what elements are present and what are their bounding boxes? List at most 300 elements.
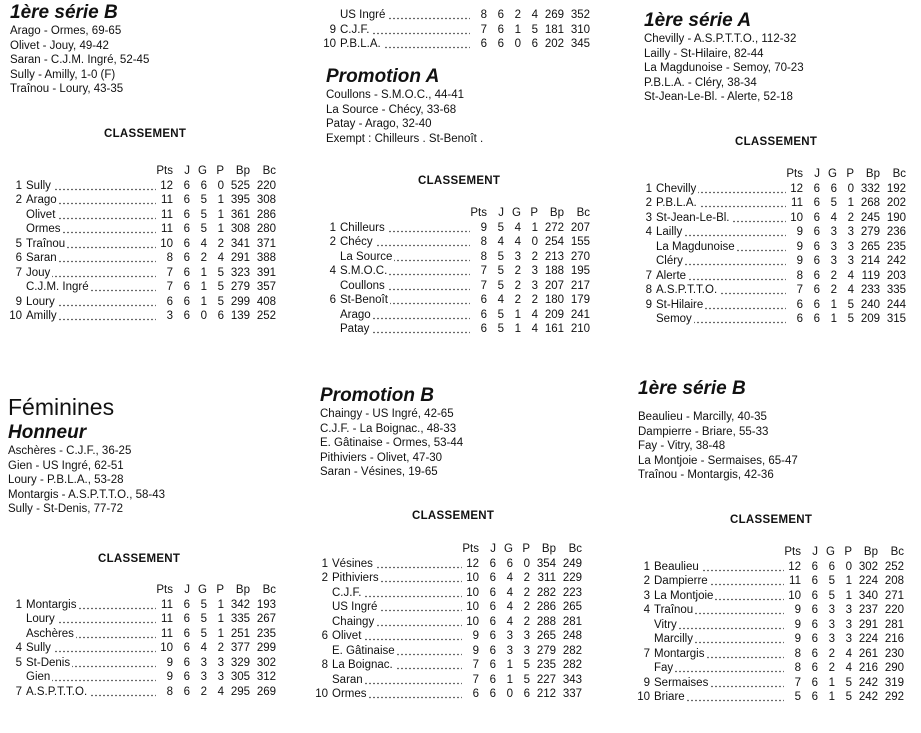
column-header: Bc xyxy=(890,546,904,558)
result-line: Beaulieu - Marcilly, 40-35 xyxy=(638,411,767,423)
stat-p-cell: 4 xyxy=(531,9,538,21)
stat-p-cell: 4 xyxy=(217,252,224,264)
stat-p-cell: 6 xyxy=(531,38,538,50)
team-name: Chilleurs xyxy=(340,221,385,234)
stat-g-cell: 5 xyxy=(828,575,835,587)
standings-row xyxy=(638,283,906,298)
standings-table xyxy=(314,542,582,702)
stat-bp-cell: 139 xyxy=(230,310,250,322)
stat-g-cell: 4 xyxy=(506,572,513,584)
stat-g-cell: 4 xyxy=(506,586,513,599)
rank-cell: 2 xyxy=(645,197,652,209)
column-header: G xyxy=(512,207,521,219)
stat-j-cell: 6 xyxy=(183,598,190,611)
standings-row xyxy=(8,251,276,266)
column-header: G xyxy=(504,543,513,555)
stat-pts-cell: 9 xyxy=(472,644,479,657)
stat-pts-cell: 8 xyxy=(166,252,173,264)
stat-g-cell: 3 xyxy=(506,644,513,657)
rank-cell: 7 xyxy=(643,647,650,660)
stat-j-cell: 6 xyxy=(497,23,504,36)
stat-p-cell: 5 xyxy=(845,676,852,689)
column-header: G xyxy=(826,546,835,558)
stat-g-cell: 6 xyxy=(506,557,513,570)
stat-bp-cell: 282 xyxy=(536,586,556,599)
stat-j-cell: 6 xyxy=(183,194,190,206)
team-cell xyxy=(654,632,784,647)
result-line: Aschères - C.J.F., 36-25 xyxy=(8,445,132,457)
rank-cell: 4 xyxy=(645,226,652,238)
stat-g-cell: 2 xyxy=(514,9,521,21)
stat-p-cell: 2 xyxy=(523,586,530,599)
standings-row xyxy=(638,182,906,197)
team-name: E. Gâtinaise xyxy=(332,644,395,657)
standings-row xyxy=(8,685,276,700)
standings-row xyxy=(314,557,582,572)
stat-bc-cell: 203 xyxy=(886,269,906,282)
result-line: Dampierre - Briare, 55-33 xyxy=(638,425,769,438)
standings-row xyxy=(8,656,276,671)
results-list xyxy=(644,32,804,105)
standings-row xyxy=(314,687,582,702)
stat-pts-cell: 9 xyxy=(472,630,479,642)
column-header: P xyxy=(844,546,852,558)
result-line: Traînou - Loury, 43-35 xyxy=(10,83,124,95)
team-cell xyxy=(654,574,784,589)
stat-bp-cell: 265 xyxy=(536,630,556,642)
stat-pts-cell: 12 xyxy=(160,179,173,192)
standings-row xyxy=(322,250,590,265)
team-name: Traînou xyxy=(654,604,694,616)
standings-header-row xyxy=(8,583,276,598)
rank-cell: 3 xyxy=(643,589,650,602)
stat-bc-cell: 236 xyxy=(886,226,906,238)
rank-cell xyxy=(314,586,332,601)
stat-bp-cell: 341 xyxy=(230,237,250,250)
header-spacer xyxy=(26,164,156,179)
stat-bc-cell: 281 xyxy=(884,618,904,631)
column-header: P xyxy=(530,207,538,219)
stat-bc-cell: 282 xyxy=(562,659,582,671)
column-header: Bp xyxy=(863,546,878,558)
stat-bc-cell: 252 xyxy=(884,560,904,573)
stat-g-cell: 4 xyxy=(200,237,207,250)
stat-bc-cell: 267 xyxy=(256,613,276,625)
team-cell xyxy=(656,254,786,269)
stat-bc-cell: 217 xyxy=(570,279,590,292)
team-name: La Magdunoise xyxy=(656,240,735,253)
team-cell xyxy=(656,283,786,298)
stat-p-cell: 5 xyxy=(847,313,854,325)
stat-bc-cell: 271 xyxy=(884,589,904,602)
stat-pts-cell: 9 xyxy=(796,255,803,267)
stat-pts-cell: 6 xyxy=(480,323,487,335)
stat-p-cell: 5 xyxy=(217,295,224,308)
stat-g-cell: 3 xyxy=(828,604,835,616)
rank-cell: 2 xyxy=(321,572,328,584)
stat-bp-cell: 268 xyxy=(860,197,880,209)
stat-pts-cell: 6 xyxy=(796,298,803,311)
rank-cell xyxy=(322,308,340,323)
stat-bp-cell: 161 xyxy=(544,323,564,335)
rank-cell: 9 xyxy=(329,23,336,36)
stat-g-cell: 2 xyxy=(514,279,521,292)
stat-p-cell: 1 xyxy=(217,223,224,235)
team-name: A.S.P.T.T.O. xyxy=(656,284,718,296)
rank-cell xyxy=(8,280,26,295)
stat-p-cell: 2 xyxy=(523,572,530,584)
standings-row xyxy=(638,312,906,327)
stat-pts-cell: 7 xyxy=(166,266,173,279)
team-cell xyxy=(26,193,156,208)
stat-bc-cell: 302 xyxy=(256,656,276,669)
stat-p-cell: 0 xyxy=(847,182,854,195)
stat-p-cell: 0 xyxy=(531,236,538,248)
rank-cell: 9 xyxy=(645,298,652,311)
stat-g-cell: 6 xyxy=(828,560,835,573)
stat-g-cell: 5 xyxy=(830,197,837,209)
team-name: Alerte xyxy=(656,269,687,282)
rank-cell xyxy=(8,208,26,223)
stat-bc-cell: 208 xyxy=(884,575,904,587)
stat-pts-cell: 11 xyxy=(161,194,173,206)
stat-j-cell: 6 xyxy=(183,685,190,698)
stat-bc-cell: 242 xyxy=(886,255,906,267)
stat-p-cell: 5 xyxy=(523,659,530,671)
stat-bc-cell: 286 xyxy=(256,208,276,221)
team-cell xyxy=(26,208,156,223)
stat-bp-cell: 180 xyxy=(544,294,564,306)
stat-j-cell: 6 xyxy=(813,240,820,253)
results-list xyxy=(10,24,149,97)
stat-pts-cell: 7 xyxy=(796,284,803,296)
classement-heading: CLASSEMENT xyxy=(412,510,495,522)
column-header: Bp xyxy=(235,584,250,596)
stat-bp-cell: 240 xyxy=(860,298,880,311)
team-cell xyxy=(340,221,470,236)
stat-p-cell: 6 xyxy=(217,310,224,322)
stat-g-cell: 1 xyxy=(200,295,207,308)
rank-cell: 6 xyxy=(321,630,328,642)
rank-cell xyxy=(322,279,340,294)
standings-row xyxy=(322,37,590,52)
stat-pts-cell: 10 xyxy=(160,237,173,250)
team-cell xyxy=(332,615,462,630)
stat-bp-cell: 311 xyxy=(537,572,556,584)
team-name: St-Hilaire xyxy=(656,298,704,311)
col3b-block xyxy=(638,378,798,483)
stat-p-cell: 1 xyxy=(217,194,224,206)
stat-p-cell: 2 xyxy=(523,601,530,613)
stat-bc-cell: 249 xyxy=(562,557,582,570)
rank-cell xyxy=(314,673,332,688)
stat-bc-cell: 244 xyxy=(886,298,906,311)
stat-j-cell: 6 xyxy=(489,673,496,686)
stat-p-cell: 2 xyxy=(847,211,854,224)
team-name: St-Jean-Le-Bl. xyxy=(656,211,730,224)
results-list xyxy=(326,88,483,146)
team-name: La Source xyxy=(340,250,393,263)
stat-g-cell: 4 xyxy=(200,642,207,654)
team-name: Fay xyxy=(654,662,674,674)
stat-bp-cell: 213 xyxy=(544,250,564,263)
stat-j-cell: 6 xyxy=(813,182,820,195)
stat-g-cell: 3 xyxy=(514,250,521,263)
stat-p-cell: 4 xyxy=(847,269,854,282)
stat-p-cell: 3 xyxy=(845,604,852,616)
standings-row xyxy=(636,603,904,618)
column-header: Bp xyxy=(541,543,556,555)
standings-row xyxy=(636,618,904,633)
team-name: Sully xyxy=(26,179,51,192)
rank-cell xyxy=(636,618,654,633)
stat-j-cell: 6 xyxy=(489,601,496,613)
stat-j-cell: 6 xyxy=(813,284,820,296)
team-cell xyxy=(332,644,462,659)
team-name: Amilly xyxy=(26,310,57,322)
stat-p-cell: 2 xyxy=(523,615,530,628)
result-line: Coullons - S.M.O.C., 44-41 xyxy=(326,89,465,101)
rank-cell xyxy=(8,612,26,627)
team-name: US Ingré xyxy=(332,601,378,613)
column-header: J xyxy=(184,165,190,177)
stat-g-cell: 4 xyxy=(514,236,521,248)
stat-j-cell: 6 xyxy=(489,659,496,671)
column-header: G xyxy=(198,165,207,177)
stat-bc-cell: 345 xyxy=(570,38,590,50)
rank-cell xyxy=(322,8,340,23)
stat-pts-cell: 9 xyxy=(480,221,487,234)
team-cell xyxy=(26,685,156,700)
column-header: P xyxy=(216,584,224,596)
column-header: J xyxy=(498,207,504,219)
stat-bc-cell: 299 xyxy=(256,642,276,654)
team-name: Arago xyxy=(340,308,371,321)
stat-bc-cell: 210 xyxy=(570,323,590,335)
stat-bp-cell: 237 xyxy=(858,604,878,616)
stat-g-cell: 1 xyxy=(200,281,207,293)
rank-cell xyxy=(314,644,332,659)
team-name: Loury xyxy=(26,613,55,625)
stat-j-cell: 6 xyxy=(489,615,496,628)
team-cell xyxy=(340,250,470,265)
stat-g-cell: 5 xyxy=(200,194,207,206)
stat-p-cell: 3 xyxy=(217,671,224,683)
team-name: Chevilly xyxy=(656,182,697,195)
stat-bc-cell: 193 xyxy=(256,598,276,611)
rank-cell xyxy=(636,632,654,647)
stat-bp-cell: 188 xyxy=(544,265,564,277)
stat-p-cell: 3 xyxy=(217,656,224,669)
stat-p-cell: 5 xyxy=(845,691,852,703)
team-name: P.B.L.A. xyxy=(656,197,697,209)
stat-p-cell: 3 xyxy=(531,265,538,277)
stat-bp-cell: 335 xyxy=(230,613,250,625)
stat-bp-cell: 354 xyxy=(536,557,556,570)
stat-pts-cell: 11 xyxy=(161,613,173,625)
team-name: La Montjoie xyxy=(654,589,714,602)
stat-p-cell: 2 xyxy=(531,250,538,263)
stat-j-cell: 5 xyxy=(497,279,504,292)
team-name: Semoy xyxy=(656,313,692,325)
team-cell xyxy=(26,280,156,295)
stat-bc-cell: 241 xyxy=(570,308,590,321)
header-spacer xyxy=(8,583,26,598)
stat-pts-cell: 11 xyxy=(791,197,803,209)
team-cell xyxy=(26,179,156,194)
stat-bc-cell: 252 xyxy=(256,310,276,322)
standings-row xyxy=(636,560,904,575)
stat-p-cell: 5 xyxy=(523,673,530,686)
standings-row xyxy=(636,647,904,662)
stat-j-cell: 6 xyxy=(183,266,190,279)
standings-row xyxy=(8,670,276,685)
stat-g-cell: 0 xyxy=(514,38,521,50)
team-cell xyxy=(332,600,462,615)
team-cell xyxy=(26,670,156,685)
stat-g-cell: 2 xyxy=(200,252,207,264)
team-cell xyxy=(26,598,156,613)
column-header: P xyxy=(216,165,224,177)
team-cell xyxy=(656,196,786,211)
stat-bc-cell: 357 xyxy=(256,281,276,293)
stat-g-cell: 3 xyxy=(200,656,207,669)
section-title: 1ère série A xyxy=(644,10,752,31)
stat-j-cell: 6 xyxy=(497,9,504,21)
stat-pts-cell: 11 xyxy=(789,575,801,587)
stat-j-cell: 6 xyxy=(811,647,818,660)
team-name: Ormes xyxy=(26,223,61,235)
stat-j-cell: 6 xyxy=(183,179,190,192)
standings-row xyxy=(636,690,904,705)
stat-pts-cell: 11 xyxy=(161,627,173,640)
column-header: Pts xyxy=(470,207,487,219)
stat-g-cell: 1 xyxy=(828,676,835,689)
team-cell xyxy=(332,571,462,586)
stat-g-cell: 0 xyxy=(506,688,513,700)
stat-g-cell: 1 xyxy=(506,673,513,686)
header-spacer xyxy=(656,167,786,182)
stat-g-cell: 5 xyxy=(200,613,207,625)
stat-bc-cell: 315 xyxy=(886,313,906,325)
team-cell xyxy=(26,222,156,237)
team-name: Dampierre xyxy=(654,575,708,587)
stat-bp-cell: 288 xyxy=(536,615,556,628)
stat-pts-cell: 10 xyxy=(466,572,479,584)
stat-pts-cell: 8 xyxy=(480,9,487,21)
stat-p-cell: 3 xyxy=(847,240,854,253)
stat-bp-cell: 329 xyxy=(230,656,250,669)
team-name: Patay xyxy=(340,323,370,335)
standings-table xyxy=(8,164,276,324)
stat-pts-cell: 12 xyxy=(466,557,479,570)
team-name: Ormes xyxy=(332,688,367,700)
stat-pts-cell: 8 xyxy=(794,647,801,660)
team-name: Lailly xyxy=(656,226,683,238)
stat-g-cell: 2 xyxy=(830,284,837,296)
team-name: C.J.F. xyxy=(340,23,370,36)
column-header: Bc xyxy=(262,584,276,596)
stat-j-cell: 6 xyxy=(811,618,818,631)
result-line: P.B.L.A. - Cléry, 38-34 xyxy=(644,76,757,89)
stat-j-cell: 5 xyxy=(497,250,504,263)
standings-row xyxy=(322,308,590,323)
classement-heading: CLASSEMENT xyxy=(735,136,818,148)
header-spacer xyxy=(314,542,332,557)
stat-g-cell: 5 xyxy=(200,223,207,235)
stat-p-cell: 6 xyxy=(523,688,530,700)
standings-row xyxy=(314,615,582,630)
result-line: Montargis - A.S.P.T.T.O., 58-43 xyxy=(8,488,166,501)
standings-header-row xyxy=(8,164,276,179)
stat-bc-cell: 230 xyxy=(884,647,904,660)
stat-j-cell: 6 xyxy=(489,557,496,570)
column-header: Bc xyxy=(892,168,906,180)
rank-cell xyxy=(638,240,656,255)
section-title: Promotion B xyxy=(320,385,434,406)
stat-p-cell: 2 xyxy=(217,237,224,250)
stat-bp-cell: 308 xyxy=(230,223,250,235)
team-cell xyxy=(654,690,784,705)
stat-bc-cell: 408 xyxy=(256,295,276,308)
standings-row xyxy=(638,254,906,269)
result-line: Fay - Vitry, 38-48 xyxy=(638,440,726,452)
team-cell xyxy=(340,23,470,38)
rank-cell: 8 xyxy=(645,284,652,296)
team-cell xyxy=(340,8,470,23)
stat-bc-cell: 179 xyxy=(570,294,590,306)
standings-row xyxy=(8,612,276,627)
stat-j-cell: 6 xyxy=(811,560,818,573)
team-cell xyxy=(26,656,156,671)
team-name: Aschères xyxy=(26,627,74,640)
standings-row xyxy=(8,179,276,194)
stat-pts-cell: 5 xyxy=(794,691,801,703)
team-cell xyxy=(656,211,786,226)
standings-row xyxy=(636,661,904,676)
stat-p-cell: 3 xyxy=(845,618,852,631)
stat-bc-cell: 195 xyxy=(570,265,590,277)
stat-p-cell: 4 xyxy=(847,284,854,296)
stat-p-cell: 1 xyxy=(845,589,852,602)
stat-pts-cell: 6 xyxy=(480,308,487,321)
standings-header-row xyxy=(314,542,582,557)
stat-p-cell: 0 xyxy=(217,179,224,192)
rank-cell: 5 xyxy=(15,656,22,669)
standings-row xyxy=(322,279,590,294)
section-title: Promotion A xyxy=(326,66,440,87)
team-cell xyxy=(332,673,462,688)
team-cell xyxy=(332,687,462,702)
stat-g-cell: 6 xyxy=(830,182,837,195)
standings-row xyxy=(638,298,906,313)
standings-row xyxy=(8,309,276,324)
stat-p-cell: 5 xyxy=(531,23,538,36)
stat-g-cell: 5 xyxy=(200,208,207,221)
stat-j-cell: 5 xyxy=(497,323,504,335)
rank-cell: 7 xyxy=(15,685,22,698)
stat-bc-cell: 280 xyxy=(256,223,276,235)
stat-bp-cell: 251 xyxy=(230,627,250,640)
stat-g-cell: 1 xyxy=(514,308,521,321)
standings-table xyxy=(322,206,590,337)
stat-p-cell: 1 xyxy=(217,598,224,611)
stat-g-cell: 3 xyxy=(828,618,835,631)
result-line: Traînou - Montargis, 42-36 xyxy=(638,469,774,481)
stat-j-cell: 6 xyxy=(811,691,818,703)
rank-cell: 6 xyxy=(15,252,22,264)
rank-cell xyxy=(636,661,654,676)
